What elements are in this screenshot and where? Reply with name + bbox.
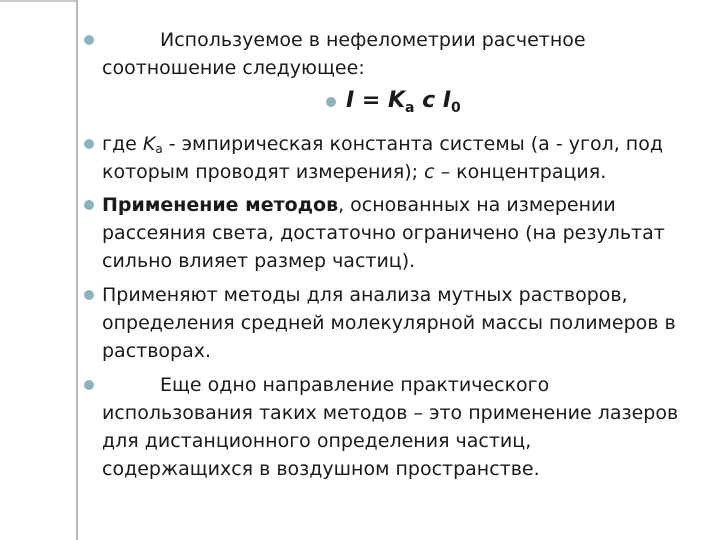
formula-sub-0: 0 bbox=[451, 100, 461, 116]
p3-line-3: сильно влияет размер частиц). bbox=[102, 250, 416, 272]
formula-sub-a: a bbox=[405, 100, 415, 116]
bullet-4 bbox=[84, 290, 94, 300]
p2-sub-a: a bbox=[155, 142, 163, 156]
p3-line-1 bbox=[102, 192, 616, 218]
formula-K: K bbox=[387, 88, 406, 113]
p3-line-1-rest: , основанных на измерении bbox=[338, 194, 616, 216]
bullet-1 bbox=[84, 35, 94, 45]
p3-bold: Применение методов bbox=[102, 194, 339, 216]
p1-line-2: соотношение следующее: bbox=[102, 57, 365, 79]
formula-equals: = bbox=[354, 88, 388, 113]
p2-line-1 bbox=[102, 131, 663, 162]
p5-line-4: содержащихся в воздушном пространстве. bbox=[102, 458, 540, 480]
p2-line-1-rest: - эмпирическая константа системы (a - угол, под bbox=[162, 133, 663, 155]
bullet-2 bbox=[84, 139, 94, 149]
p4-line-3: растворах. bbox=[102, 340, 212, 362]
formula bbox=[346, 88, 461, 116]
p2-line-2 bbox=[102, 159, 606, 185]
p5-line-2: использования таких методов – это применение лазеров bbox=[102, 402, 679, 424]
p2-pre: где bbox=[102, 133, 143, 155]
p2-K: K bbox=[142, 133, 156, 155]
p2-c: c bbox=[424, 161, 435, 183]
p5-line-3: для дистанционного определения частиц, bbox=[102, 430, 532, 452]
p3-line-2: рассеяния света, достаточно ограничено (на результат bbox=[102, 222, 665, 244]
formula-c: c bbox=[414, 88, 443, 113]
p5-line-1: Еще одно направление практического bbox=[160, 374, 550, 396]
bullet-formula bbox=[326, 97, 336, 107]
bullet-5 bbox=[84, 380, 94, 390]
bullet-3 bbox=[84, 200, 94, 210]
p2-line-2b: – концентрация. bbox=[434, 161, 607, 183]
slide-frame bbox=[0, 0, 78, 540]
p4-line-1: Применяют методы для анализа мутных растворов, bbox=[102, 284, 628, 306]
formula-I0: I bbox=[442, 88, 452, 113]
p1-line-1: Используемое в нефелометрии расчетное bbox=[160, 29, 586, 51]
p4-line-2: определения средней молекулярной массы полимеров в bbox=[102, 312, 676, 334]
formula-I: I bbox=[346, 88, 355, 113]
p2-line-2a: которым проводят измерения); bbox=[102, 161, 425, 183]
